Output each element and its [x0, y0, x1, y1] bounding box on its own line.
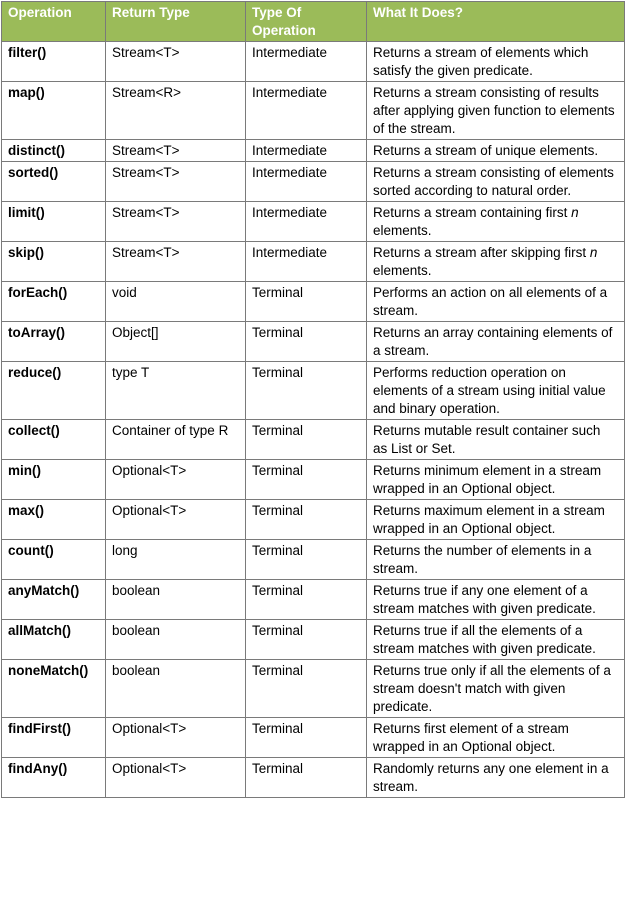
table-row [2, 202, 625, 242]
operation-cell: collect() [2, 420, 106, 460]
description-cell: Returns a stream consisting of results after applying given function to elements of the stream. [367, 82, 625, 140]
description-cell: Returns a stream consisting of elements sorted according to natural order. [367, 162, 625, 202]
operation-cell: max() [2, 500, 106, 540]
return-type-cell: long [106, 540, 246, 580]
description-cell: Returns a stream after skipping first n elements. [367, 242, 625, 282]
return-type-cell: type T [106, 362, 246, 420]
return-type-cell: Optional<T> [106, 718, 246, 758]
operation-cell: map() [2, 82, 106, 140]
operation-cell: noneMatch() [2, 660, 106, 718]
operation-cell: findAny() [2, 758, 106, 798]
stream-operations-table [1, 1, 625, 798]
operation-type-cell: Intermediate [246, 42, 367, 82]
return-type-cell: boolean [106, 660, 246, 718]
description-cell: Returns true if any one element of a stream matches with given predicate. [367, 580, 625, 620]
header-row [2, 2, 625, 42]
return-type-cell: Optional<T> [106, 460, 246, 500]
description-cell: Returns the number of elements in a stream. [367, 540, 625, 580]
operation-type-cell: Terminal [246, 460, 367, 500]
table-row [2, 580, 625, 620]
return-type-cell: boolean [106, 620, 246, 660]
operation-type-cell: Terminal [246, 660, 367, 718]
table-row [2, 82, 625, 140]
operation-cell: forEach() [2, 282, 106, 322]
description-cell: Returns first element of a stream wrapped in an Optional object. [367, 718, 625, 758]
operation-type-cell: Terminal [246, 322, 367, 362]
header-return-type: Return Type [106, 2, 246, 42]
operation-type-cell: Terminal [246, 420, 367, 460]
operation-type-cell: Terminal [246, 500, 367, 540]
table-row [2, 540, 625, 580]
return-type-cell: Object[] [106, 322, 246, 362]
return-type-cell: Optional<T> [106, 758, 246, 798]
description-cell: Returns mutable result container such as List or Set. [367, 420, 625, 460]
operation-cell: min() [2, 460, 106, 500]
return-type-cell: Stream<T> [106, 42, 246, 82]
return-type-cell: Stream<T> [106, 162, 246, 202]
table-body [2, 42, 625, 798]
table-row [2, 660, 625, 718]
header-operation: Operation [2, 2, 106, 42]
operation-cell: limit() [2, 202, 106, 242]
return-type-cell: Stream<T> [106, 202, 246, 242]
operation-type-cell: Terminal [246, 540, 367, 580]
operation-type-cell: Terminal [246, 758, 367, 798]
operation-type-cell: Intermediate [246, 242, 367, 282]
variable-n: n [589, 245, 598, 260]
return-type-cell: Container of type R [106, 420, 246, 460]
operation-type-cell: Intermediate [246, 140, 367, 162]
description-cell: Returns a stream of elements which satisfy the given predicate. [367, 42, 625, 82]
description-cell: Returns true only if all the elements of a stream doesn't match with given predicate. [367, 660, 625, 718]
return-type-cell: boolean [106, 580, 246, 620]
return-type-cell: Stream<T> [106, 242, 246, 282]
table-row [2, 140, 625, 162]
operation-cell: allMatch() [2, 620, 106, 660]
table-header [2, 2, 625, 42]
description-cell: Randomly returns any one element in a stream. [367, 758, 625, 798]
description-cell: Returns a stream of unique elements. [367, 140, 625, 162]
header-type-of-operation: Type Of Operation [246, 2, 367, 42]
description-cell: Returns an array containing elements of a stream. [367, 322, 625, 362]
operation-cell: reduce() [2, 362, 106, 420]
operation-type-cell: Intermediate [246, 162, 367, 202]
table-row [2, 460, 625, 500]
operation-type-cell: Intermediate [246, 82, 367, 140]
operation-cell: findFirst() [2, 718, 106, 758]
operation-cell: count() [2, 540, 106, 580]
operation-cell: toArray() [2, 322, 106, 362]
return-type-cell: void [106, 282, 246, 322]
table-row [2, 242, 625, 282]
return-type-cell: Optional<T> [106, 500, 246, 540]
operation-type-cell: Terminal [246, 718, 367, 758]
table-row [2, 420, 625, 460]
description-cell: Returns a stream containing first n elements. [367, 202, 625, 242]
operation-type-cell: Terminal [246, 362, 367, 420]
operation-cell: skip() [2, 242, 106, 282]
operation-cell: distinct() [2, 140, 106, 162]
stream-operations-table-container [1, 1, 625, 798]
table-row [2, 282, 625, 322]
operation-type-cell: Intermediate [246, 202, 367, 242]
operation-cell: anyMatch() [2, 580, 106, 620]
description-cell: Returns maximum element in a stream wrapped in an Optional object. [367, 500, 625, 540]
table-row [2, 42, 625, 82]
return-type-cell: Stream<R> [106, 82, 246, 140]
variable-n: n [571, 205, 579, 220]
operation-type-cell: Terminal [246, 620, 367, 660]
table-row [2, 162, 625, 202]
table-row [2, 758, 625, 798]
operation-cell: filter() [2, 42, 106, 82]
operation-type-cell: Terminal [246, 282, 367, 322]
return-type-cell: Stream<T> [106, 140, 246, 162]
description-cell: Returns minimum element in a stream wrapped in an Optional object. [367, 460, 625, 500]
table-row [2, 718, 625, 758]
operation-cell: sorted() [2, 162, 106, 202]
table-row [2, 322, 625, 362]
table-row [2, 620, 625, 660]
table-row [2, 500, 625, 540]
description-cell: Performs reduction operation on elements of a stream using initial value and binary operation. [367, 362, 625, 420]
operation-type-cell: Terminal [246, 580, 367, 620]
description-cell: Performs an action on all elements of a stream. [367, 282, 625, 322]
table-row [2, 362, 625, 420]
description-cell: Returns true if all the elements of a stream matches with given predicate. [367, 620, 625, 660]
header-what-it-does: What It Does? [367, 2, 625, 42]
